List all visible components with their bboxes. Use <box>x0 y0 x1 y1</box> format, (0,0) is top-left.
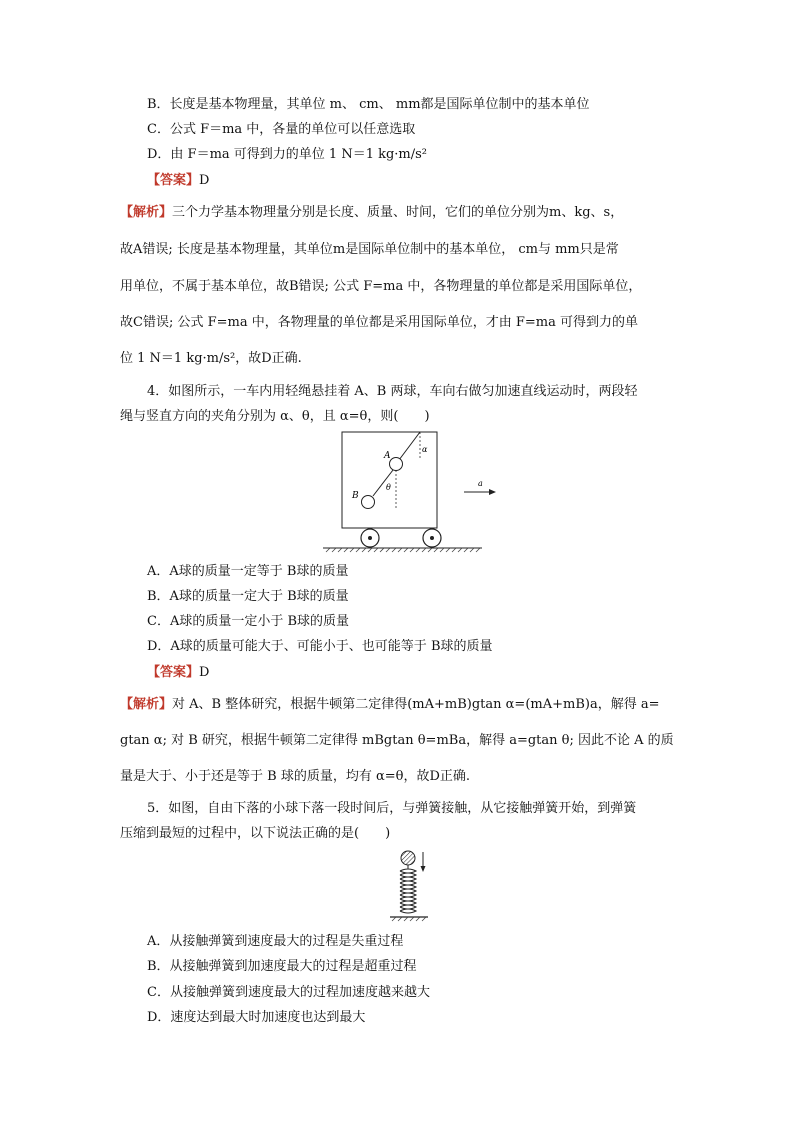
ball-b <box>362 496 375 509</box>
q4-option-d: D．A球的质量可能大于、可能小于、也可能等于 B球的质量 <box>147 639 493 654</box>
ball-a <box>390 458 403 471</box>
q3-option-c: C．公式 F＝ma 中，各量的单位可以任意选取 <box>147 122 416 137</box>
answer-value: D <box>199 665 210 680</box>
q3-answer <box>147 172 209 190</box>
q3-analysis-line-1 <box>120 203 623 223</box>
wheel-right <box>423 529 441 547</box>
falling-ball <box>401 851 415 865</box>
answer-tag: 【答案】 <box>147 173 200 188</box>
q3-analysis-line-2: 故A错误; 长度是基本物理量，其单位m是国际单位制中的基本单位， cm与 mm只是常 <box>120 242 619 257</box>
label-a: A <box>384 451 391 461</box>
q4-answer <box>147 664 209 682</box>
q5-option-a: A．从接触弹簧到速度最大的过程是失重过程 <box>147 934 404 949</box>
q3-option-b: B．长度是基本物理量，其单位 m、 cm、 mm都是国际单位制中的基本单位 <box>147 97 590 112</box>
label-b: B <box>352 491 359 501</box>
analysis-text: 三个力学基本物理量分别是长度、质量、时间，它们的单位分别为m、kg、s， <box>172 205 624 220</box>
q5-option-c: C．从接触弹簧到速度最大的过程加速度越来越大 <box>147 985 430 1000</box>
label-theta: θ <box>386 483 391 492</box>
q5-option-d: D．速度达到最大时加速度也达到最大 <box>147 1010 366 1025</box>
q5-stem-line-2: 压缩到最短的过程中，以下说法正确的是( ) <box>120 826 391 841</box>
q4-stem-line-2: 绳与竖直方向的夹角分别为 α、θ，且 α=θ，则( ) <box>120 409 430 424</box>
q4-option-b: B．A球的质量一定大于 B球的质量 <box>147 589 349 604</box>
wheel-left <box>361 529 379 547</box>
rope-upper <box>399 432 420 460</box>
fall-arrow-head <box>421 866 426 872</box>
analysis-tag: 【解析】 <box>120 697 173 712</box>
label-acceleration: a <box>478 479 483 488</box>
q4-analysis-line-2: gtan α; 对 B 研究，根据牛顿第二定律得 mBgtan θ=mBa，解得 a=gtan θ; 因此不论 A 的质 <box>120 733 674 748</box>
label-alpha: α <box>422 445 428 454</box>
q4-analysis-line-3: 量是大于、小于还是等于 B 球的质量，均有 α=θ，故D正确. <box>120 769 471 784</box>
analysis-tag: 【解析】 <box>120 205 173 220</box>
q3-analysis-line-4: 故C错误; 公式 F=ma 中，各物理量的单位都是采用国际单位，才由 F=ma 可得到力的单 <box>120 315 638 330</box>
acceleration-arrow-head <box>489 489 496 495</box>
q4-option-c: C．A球的质量一定小于 B球的质量 <box>147 614 350 629</box>
answer-tag: 【答案】 <box>147 665 200 680</box>
q3-option-d: D．由 F＝ma 可得到力的单位 1 N＝1 kg·m/s² <box>147 147 428 162</box>
spring <box>400 865 416 913</box>
q4-analysis-line-1 <box>120 695 659 715</box>
q4-stem-line-1: 4．如图所示，一车内用轻绳悬挂着 A、B 两球，车向右做匀加速直线运动时，两段轻 <box>147 384 638 399</box>
analysis-text: 对 A、B 整体研究，根据牛顿第二定律得(mA+mB)gtan α=(mA+mB)a，解得 a= <box>172 697 660 712</box>
spring-figure <box>386 846 436 926</box>
ground-hatch <box>326 548 480 552</box>
cart-figure <box>320 428 500 558</box>
q5-stem-line-1: 5．如图，自由下落的小球下落一段时间后，与弹簧接触，从它接触弹簧开始，到弹簧 <box>147 801 637 816</box>
q5-option-b: B．从接触弹簧到加速度最大的过程是超重过程 <box>147 959 417 974</box>
answer-value: D <box>199 173 210 188</box>
q4-option-a: A．A球的质量一定等于 B球的质量 <box>147 564 349 579</box>
q3-analysis-line-3: 用单位，不属于基本单位，故B错误; 公式 F=ma 中，各物理量的单位都是采用国际单位， <box>120 279 642 294</box>
q3-analysis-line-5: 位 1 N＝1 kg·m/s²，故D正确. <box>120 351 302 366</box>
